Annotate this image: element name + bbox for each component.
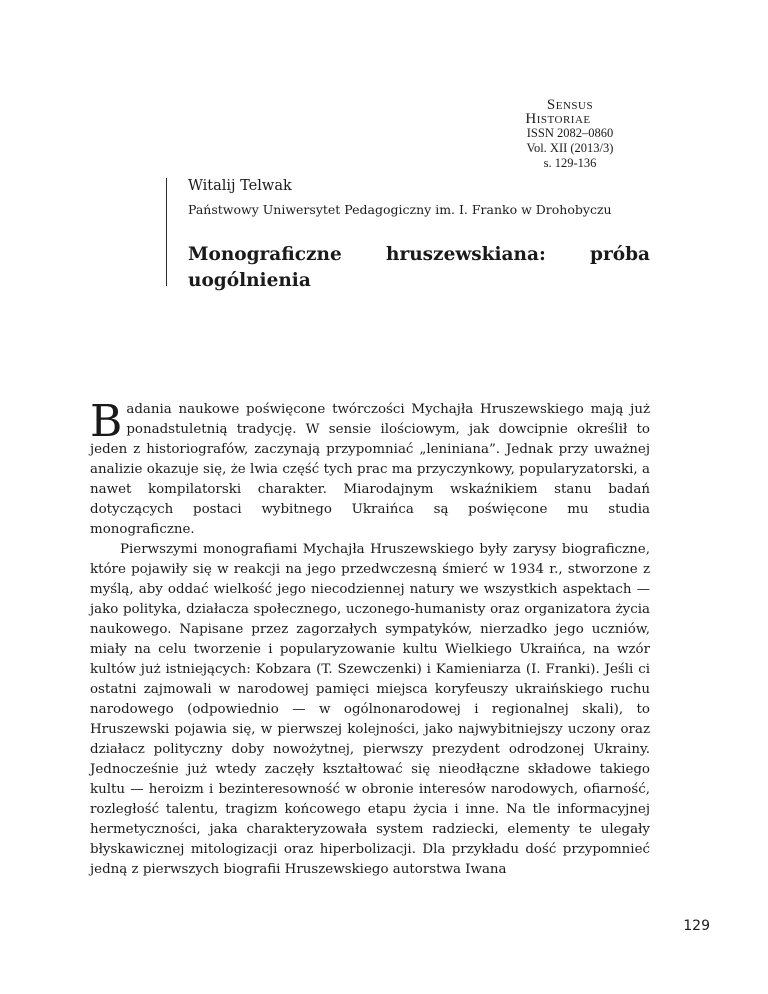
author-name: Witalij Telwak — [188, 178, 292, 194]
journal-name-line1: Sensus — [546, 97, 594, 113]
article-title: Monograficzne hruszewskiana: próba uogólnienia — [188, 244, 650, 291]
author-vertical-rule — [166, 178, 167, 286]
journal-header — [470, 98, 670, 171]
drop-cap: B — [90, 396, 123, 447]
journal-name-line2: Historiae — [525, 111, 591, 127]
journal-pages: s. 129-136 — [543, 156, 597, 170]
paragraph-2: Pierwszymi monografiami Mychajła Hruszewskiego były zarysy biograficzne, które pojawiły się w reakcji na jego przedwczesną śmierć w 1934 r., stworzone z myślą, aby oddać wielkość jego niecodziennej natury we wszystkich aspektach — jako polityka, działacza społecznego, uczonego-humanisty oraz organizatora życia naukowego. Napisane przez zagorzałych sympatyków, nierzadko jego uczniów, miały na celu tworzenie i popularyzowanie kultu Wielkiego Ukraińca, na wzór kultów już istniejących: Kobzara (T. Szewczenki) i Kamieniarza (I. Franki). Jeśli ci ostatni zajmowali w narodowej pamięci miejsca koryfeuszy ukraińskiego ruchu narodowego (odpowiednio — w ogólnonarodowej i regionalnej skali), to Hruszewski pojawia się, w pierwszej kolejności, jako najwybitniejszy uczony oraz działacz polityczny doby nowożytnej, pierwszy prezydent odrodzonej Ukrainy. Jednocześnie już wtedy zaczęły kształtować się nieodłączne składowe takiego kultu — heroizm i bezinteresowność w obronie interesów narodowych, ofiarność, rozległość talentu, tragizm końcowego etapu życia i inne. Na tle informacyjnej hermetyczności, jaka charakteryzowała system radziecki, elementy te ulegały błyskawicznej mitologizacji oraz hiperbolizacji. Dla przykładu dość przypomnieć jedną z pierwszych biografii Hruszewskiego autorstwa Iwana — [90, 542, 650, 877]
journal-issn: ISSN 2082–0860 — [526, 126, 614, 140]
paragraph-1-text: adania naukowe poświęcone twórczości Mychajła Hruszewskiego mają już ponadstuletnią tradycję. W sensie ilościowym, jak dowcipnie określił to jeden z historiografów, zaczynają przypomniać „leniniana”. Jednak przy uważnej analizie okazuje się, że lwia część tych prac ma przyczynkowy, popularyzatorski, a nawet kompilatorski charakter. Miarodajnym wskaźnikiem stanu badań dotyczących postaci wybitnego Ukraińca są poświęcone mu studia monograficzne. — [90, 402, 650, 537]
paragraph-1 — [90, 396, 650, 540]
page-number: 129 — [683, 918, 710, 934]
journal-volume: Vol. XII (2013/3) — [526, 141, 614, 155]
article-body — [90, 396, 650, 880]
author-affiliation: Państwowy Uniwersytet Pedagogiczny im. I. Franko w Drohobyczu — [188, 202, 612, 217]
